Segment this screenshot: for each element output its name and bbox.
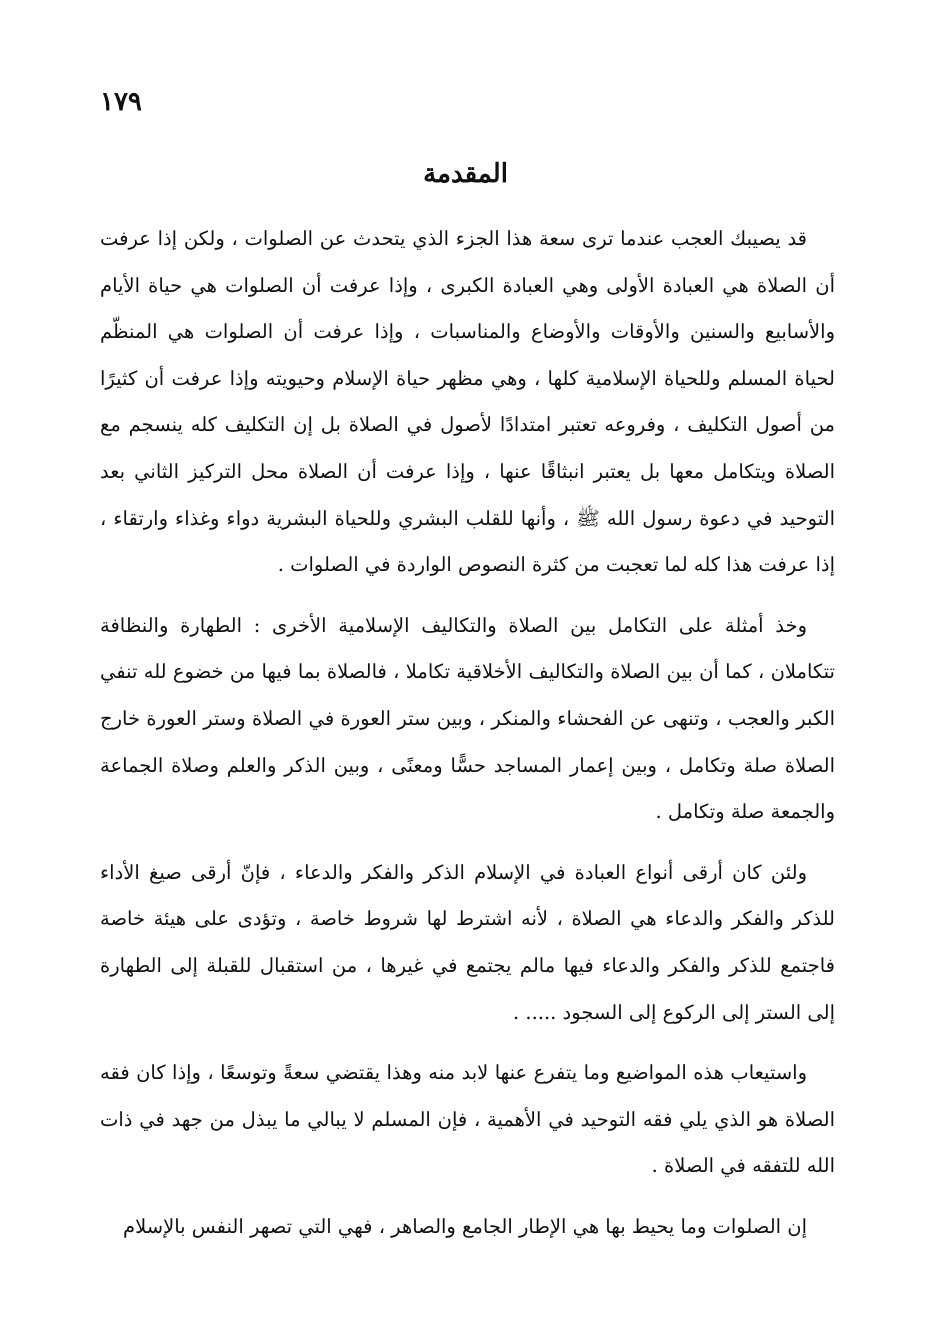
body-text	[100, 216, 835, 1264]
paragraph-4: واستيعاب هذه المواضيع وما يتفرع عنها لابد منه وهذا يقتضي سعةً وتوسعًا ، وإذا كان فقه الصلاة هو الذي يلي فقه التوحيد في الأهمية ، فإن المسلم لا يبالي ما يبذل من جهد في ذات الله للتفقه في الصلاة .	[100, 1061, 835, 1178]
paragraph-1: قد يصيبك العجب عندما ترى سعة هذا الجزء الذي يتحدث عن الصلوات ، ولكن إذا عرفت أن الصلاة هي العبادة الأولى وهي العبادة الكبرى ، وإذا عرفت أن الصلوات هي حياة الأيام والأسابيع والسنين والأوقات والأوضاع والمناسبات ، وإذا عرفت أن الصلوات هي المنظّم لحياة المسلم وللحياة الإسلامية كلها ، وهي مظهر حياة الإسلام وحيويته وإذا عرفت أن كثيرًا من أصول التكليف ، وفروعه تعتبر امتدادًا لأصول في الصلاة بل إن التكليف كله ينسجم مع الصلاة ويتكامل معها بل يعتبر انبثاقًا عنها ، وإذا عرفت أن الصلاة محل التركيز الثاني بعد التوحيد في دعوة رسول الله ﷺ ، وأنها للقلب البشري وللحياة البشرية دواء وغذاء وارتقاء ، إذا عرفت هذا كله لما تعجبت من كثرة النصوص الواردة في الصلوات .	[100, 227, 835, 577]
section-heading: المقدمة	[423, 159, 508, 189]
paragraph-5: إن الصلوات وما يحيط بها هي الإطار الجامع والصاهر ، فهي التي تصهر النفس بالإسلام	[123, 1214, 807, 1238]
paragraph-3: ولئن كان أرقى أنواع العبادة في الإسلام الذكر والفكر والدعاء ، فإنّ أرقى صيغ الأداء للذكر والفكر والدعاء هي الصلاة ، لأنه اشترط لها شروط خاصة ، وتؤدى على هيئة خاصة فاجتمع للذكر والفكر والدعاء فيها مالم يجتمع في غيرها ، من استقبال للقبلة إلى الطهارة إلى الستر إلى الركوع إلى السجود ..... .	[100, 860, 835, 1024]
page-number: ١٧٩	[100, 87, 142, 117]
paragraph-2: وخذ أمثلة على التكامل بين الصلاة والتكاليف الإسلامية الأخرى : الطهارة والنظافة تتكاملان ، كما أن بين الصلاة والتكاليف الأخلاقية تكاملا ، فالصلاة بما فيها من خضوع لله تنفي الكبر والعجب ، وتنهى عن الفحشاء والمنكر ، وبين ستر العورة في الصلاة وستر العورة خارج الصلاة صلة وتكامل ، وبين إعمار المساجد حسًّا ومعنًى ، وبين الذكر والعلم وصلاة الجماعة والجمعة صلة وتكامل .	[100, 613, 835, 824]
